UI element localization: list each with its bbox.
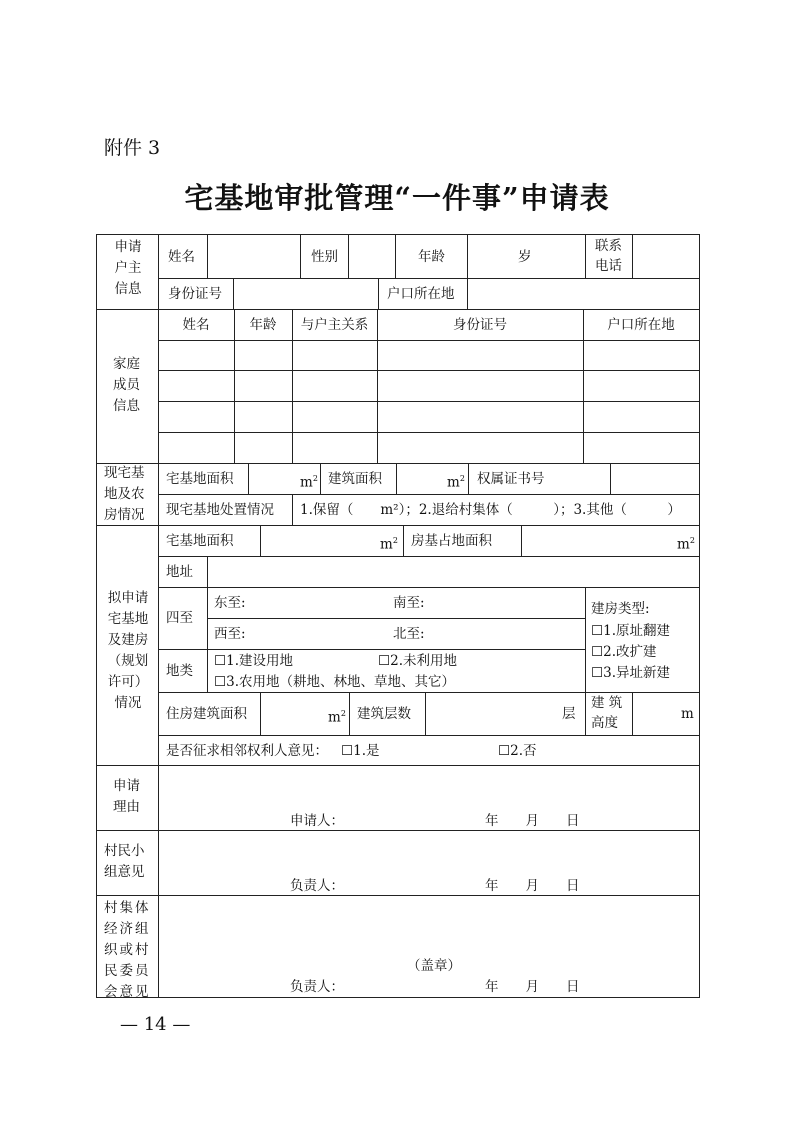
label-current-land-area: 宅基地面积	[166, 471, 234, 487]
label-neighbor-opinion: 是否征求相邻权利人意见：	[166, 743, 328, 759]
label-hukou: 户口所在地	[387, 286, 455, 302]
form-title: 宅基地审批管理“一件事”申请表	[184, 181, 610, 215]
grid-line	[300, 234, 301, 279]
label-boundaries: 四至	[166, 610, 193, 626]
section-applicant: 申请户主信息	[114, 239, 142, 297]
label-north: 北至:	[393, 626, 425, 642]
village-signature-label: 负责人：	[290, 979, 344, 995]
family-header-name: 姓名	[182, 317, 210, 333]
grid-line	[207, 618, 586, 619]
grid-line	[632, 692, 633, 736]
grid-line	[158, 234, 159, 998]
unit-m2: $m^2$	[447, 474, 465, 491]
grid-line	[158, 278, 700, 279]
family-header-id: 身份证号	[453, 317, 507, 333]
grid-line	[260, 692, 261, 736]
grid-line	[610, 463, 611, 495]
label-disposal: 现宅基地处置情况	[166, 502, 274, 518]
unit-m2: $m^2$	[300, 474, 318, 491]
grid-line	[585, 234, 586, 279]
date-label: 年 月 日	[485, 813, 580, 829]
grid-line	[260, 525, 261, 557]
label-house-area: 住房建筑面积	[166, 706, 247, 722]
grid-line	[699, 234, 700, 998]
checkbox-yes[interactable]: ☐1.是	[341, 743, 380, 759]
grid-line	[96, 309, 700, 310]
annex-label: 附件 3	[104, 137, 161, 159]
grid-line	[378, 278, 379, 310]
family-header-hukou: 户口所在地	[607, 317, 675, 333]
grid-line	[320, 463, 321, 495]
date-label: 年 月 日	[485, 979, 580, 995]
label-building-area: 建筑面积	[328, 471, 382, 487]
seal-label: （盖章）	[407, 958, 461, 974]
grid-line	[403, 525, 404, 557]
checkbox-construction-land[interactable]: ☐1.建设用地	[214, 653, 293, 669]
page-number: — 14 —	[120, 1014, 191, 1035]
label-id: 身份证号	[168, 286, 222, 302]
grid-line	[158, 587, 700, 588]
grid-line	[158, 735, 700, 736]
checkbox-unused-land[interactable]: ☐2.未利用地	[378, 653, 457, 669]
grid-line	[96, 997, 700, 998]
label-build-type: 建房类型:	[591, 601, 650, 617]
grid-line	[585, 587, 586, 736]
checkbox-no[interactable]: ☐2.否	[498, 743, 537, 759]
label-address: 地址	[166, 564, 193, 580]
section-village-opinion: 村集体经济组织或村民委员会意见	[104, 900, 151, 1000]
grid-line	[425, 692, 426, 736]
grid-line	[158, 494, 700, 495]
grid-line	[396, 463, 397, 495]
grid-line	[292, 494, 293, 526]
checkbox-new-site[interactable]: ☐3.异址新建	[591, 665, 670, 681]
unit-m2: $m^2$	[380, 536, 398, 553]
grid-line	[248, 463, 249, 495]
date-label: 年 月 日	[485, 878, 580, 894]
label-east: 东至:	[214, 595, 246, 611]
checkbox-agricultural-land[interactable]: ☐3.农用地（耕地、林地、草地、其它）	[214, 674, 455, 690]
grid-line	[395, 234, 396, 279]
grid-line	[96, 234, 700, 235]
label-proposed-land-area: 宅基地面积	[166, 533, 234, 549]
grid-line	[158, 370, 700, 371]
grid-line	[349, 692, 350, 736]
grid-line	[96, 234, 97, 998]
age-unit: 岁	[518, 249, 532, 265]
section-reason: 申请理由	[113, 778, 140, 815]
family-header-relation: 与户主关系	[300, 317, 369, 333]
applicant-signature-label: 申请人：	[290, 813, 344, 829]
label-height: 建 筑 高度	[591, 695, 623, 731]
label-gender: 性别	[311, 249, 338, 265]
grid-line	[158, 340, 700, 341]
label-cert-no: 权属证书号	[477, 471, 545, 487]
section-group-opinion: 村民小组意见	[104, 843, 145, 880]
grid-line	[467, 234, 468, 279]
disposal-options[interactable]: 1.保留（ m²）；2.退给村集体（ ）；3.其他（ ）	[300, 502, 681, 518]
label-west: 西至:	[214, 626, 246, 642]
grid-line	[96, 830, 700, 831]
unit-m2: $m^2$	[677, 536, 695, 553]
grid-line	[632, 234, 633, 279]
grid-line	[96, 525, 700, 526]
section-proposed: 拟申请宅基地及建房（规划许可）情况	[107, 590, 149, 711]
label-name: 姓名	[168, 249, 195, 265]
grid-line	[158, 432, 700, 433]
height-unit: m	[681, 706, 694, 722]
grid-line	[158, 556, 700, 557]
grid-line	[467, 278, 468, 310]
checkbox-rebuild[interactable]: ☐1.原址翻建	[591, 623, 670, 639]
unit-m2: $m^2$	[328, 709, 346, 726]
section-family: 家庭成员信息	[113, 356, 140, 414]
label-south: 南至:	[393, 595, 425, 611]
label-phone: 联系电话	[595, 238, 622, 274]
grid-line	[158, 649, 586, 650]
label-land-type: 地类	[166, 663, 193, 679]
checkbox-expand[interactable]: ☐2.改扩建	[591, 644, 657, 660]
grid-line	[96, 765, 700, 766]
label-footprint: 房基占地面积	[411, 533, 492, 549]
floor-unit: 层	[562, 706, 576, 722]
grid-line	[521, 525, 522, 557]
grid-line	[468, 463, 469, 495]
grid-line	[233, 278, 234, 310]
grid-line	[207, 556, 208, 693]
grid-line	[96, 895, 700, 896]
label-age: 年龄	[418, 249, 445, 265]
label-floors: 建筑层数	[357, 706, 411, 722]
section-current: 现宅基地及农房情况	[104, 465, 145, 523]
grid-line	[158, 401, 700, 402]
group-signature-label: 负责人：	[290, 878, 344, 894]
grid-line	[207, 234, 208, 279]
family-header-age: 年龄	[249, 317, 277, 333]
grid-line	[348, 234, 349, 279]
